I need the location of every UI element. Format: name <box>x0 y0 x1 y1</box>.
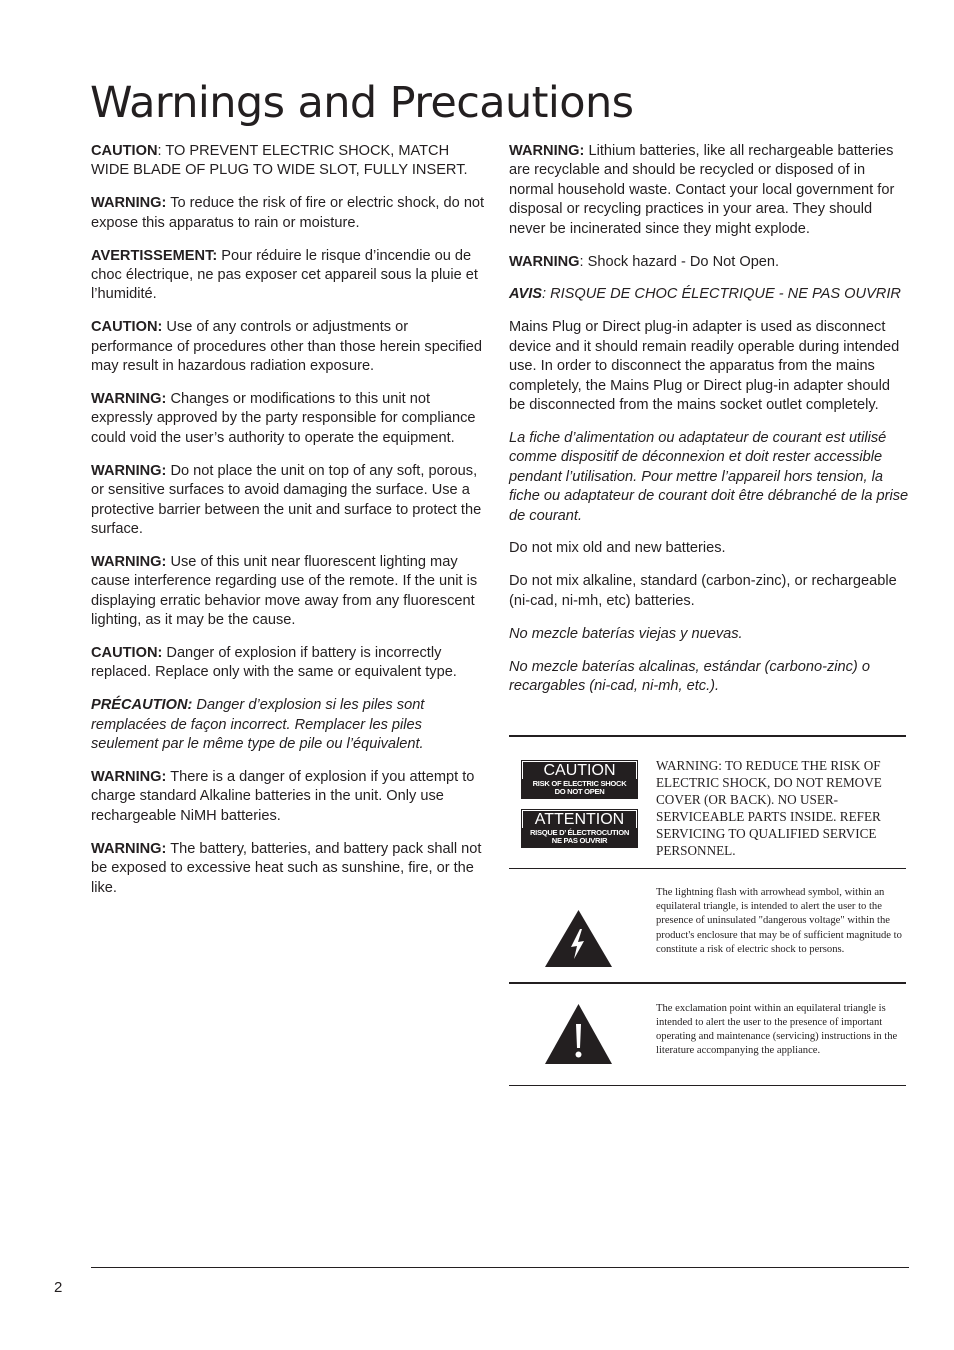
caution-label <box>521 760 638 799</box>
caution-sub-line-1: RISK OF ELECTRIC SHOCK <box>532 778 627 788</box>
right-column <box>509 142 909 710</box>
attention-sub-line-1: RISQUE D’ ÉLECTROCUTION <box>530 827 629 837</box>
paragraph-text: Danger d’explosion si les piles sont remplacées de façon incorrect. Remplacer les piles seulement par le même type de pile ou l’équivalent. <box>91 697 425 753</box>
paragraph-text: Use of this unit near fluorescent lighting may cause interference regarding use of the remote. If the unit is displaying erratic behavior move away from any fluorescent lighting, as it may be the cause. <box>91 553 478 629</box>
page-number: 2 <box>54 1279 63 1296</box>
paragraph-label: WARNING: <box>509 143 585 159</box>
paragraph-label: WARNING: <box>91 769 167 786</box>
caution-label-title: CAUTION <box>522 761 637 779</box>
paragraph-label: AVERTISSEMENT: <box>91 247 218 264</box>
paragraph-label: AVIS <box>509 286 542 303</box>
plug-caution-paragraph <box>91 142 491 181</box>
left-column <box>91 142 491 912</box>
precaution-paragraph <box>91 696 491 754</box>
paragraph-label: CAUTION <box>91 143 158 159</box>
radiation-caution-paragraph <box>91 318 491 376</box>
paragraph-text: Do not place the unit on top of any soft, porous, or sensitive surfaces to avoid damaging the surface. Use a protective barrier between the unit and surface to protect the surface. <box>91 462 482 537</box>
paragraph-text: Use of any controls or adjustments or performance of procedures other than those herein specified may result in hazardous radiation exposure. <box>91 319 483 375</box>
paragraph-label: CAUTION: <box>91 645 163 662</box>
paragraph-text: Danger of explosion if battery is incorrectly replaced. Replace only with the same or equivalent type. <box>91 645 457 681</box>
avis-paragraph <box>509 285 909 304</box>
page-title: Warnings and Precautions <box>90 78 634 128</box>
attention-label <box>521 809 638 848</box>
paragraph-text: Pour réduire le risque d’incendie ou de choc électrique, ne pas exposer cet appareil sous la pluie et l’humidité. <box>91 247 478 303</box>
paragraph-text: The battery, batteries, and battery pack shall not be exposed to excessive heat such as sunshine, fire, or the like. <box>91 840 482 896</box>
paragraph-text: : TO PREVENT ELECTRIC SHOCK, MATCH WIDE BLADE OF PLUG TO WIDE SLOT, FULLY INSERT. <box>91 143 468 179</box>
mix-batteries-paragraph: Do not mix old and new batteries. <box>509 540 726 557</box>
lithium-warning-paragraph <box>509 142 909 239</box>
lightning-symbol-row <box>509 869 906 982</box>
paragraph-label: WARNING: <box>91 553 167 570</box>
paragraph-text: Lithium batteries, like all rechargeable batteries are recyclable and should be recycled or disposed of in normal household waste. Contact your local government for disposal or recycling practices in your area. They should never be incinerated since they might explode. <box>509 143 895 237</box>
mix-types-paragraph: Do not mix alkaline, standard (carbon-zinc), or rechargeable (ni-cad, ni-mh, etc) batteries. <box>509 573 897 609</box>
paragraph-text: There is a danger of explosion if you attempt to charge standard Alkaline batteries in the unit. Only use rechargeable NiMH batteries. <box>91 769 475 824</box>
alkaline-warning-paragraph <box>91 768 491 826</box>
paragraph-text: Changes or modifications to this unit not expressly approved by the party responsible for compliance could void the user’s authority to operate the equipment. <box>91 391 476 446</box>
shock-hazard-paragraph <box>509 253 909 272</box>
mezcle-viejas-paragraph: No mezcle baterías viejas y nuevas. <box>509 625 743 642</box>
paragraph-label: WARNING: <box>91 391 167 408</box>
rain-warning-paragraph <box>91 194 491 233</box>
shock-warning-text: WARNING: TO REDUCE THE RISK OF ELECTRIC SHOCK, DO NOT REMOVE COVER (OR BACK). NO USER-SERVICEABLE PARTS INSIDE. REFER SERVICING TO QUALIFIED SERVICE PERSONNEL. <box>656 757 882 858</box>
caution-sub-line-2: DO NOT OPEN <box>554 787 605 796</box>
paragraph-label: WARNING: <box>91 840 167 857</box>
paragraph-label: WARNING: <box>91 195 167 212</box>
surface-warning-paragraph <box>91 462 491 540</box>
attention-label-title: ATTENTION <box>522 810 637 828</box>
attention-label-subtitle <box>521 828 638 848</box>
mains-plug-paragraph: Mains Plug or Direct plug-in adapter is used as disconnect device and it should remain readily operable during intended use. In order to disconnect the apparatus from the mains completely, the Mains Plug or Direct plug-in adapter should be disconnected from the mains socket outlet completely. <box>509 319 900 413</box>
table-rule <box>509 1085 906 1087</box>
exclamation-description: The exclamation point within an equilateral triangle is intended to alert the user to the presence of important operating and maintenance (servicing) instructions in the literature accompanying the appliance. <box>656 1002 898 1057</box>
exclamation-symbol-row <box>509 984 906 1085</box>
mezcle-alcalinas-paragraph: No mezcle baterías alcalinas, estándar (carbono-zinc) o recargables (ni-cad, ni-mh, etc.). <box>509 658 870 694</box>
heat-warning-paragraph <box>91 840 491 898</box>
fluorescent-warning-paragraph <box>91 553 491 631</box>
modifications-warning-paragraph <box>91 390 491 448</box>
lightning-triangle-icon <box>545 910 612 967</box>
attention-sub-line-2: NE PAS OUVRIR <box>551 836 608 845</box>
caution-label-row <box>509 737 906 868</box>
paragraph-text: : RISQUE DE CHOC ÉLECTRIQUE - NE PAS OUVRIR <box>541 286 901 303</box>
paragraph-label: WARNING <box>509 253 580 270</box>
lightning-description: The lightning flash with arrowhead symbol, within an equilateral triangle, is intended to alert the user to the presence of uninsulated "dangerous voltage" within the product's enclosure that may be of sufficient magnitude to constitute a risk of electric shock to persons. <box>656 887 902 955</box>
avertissement-paragraph <box>91 247 491 305</box>
paragraph-text: To reduce the risk of fire or electric shock, do not expose this apparatus to rain or moisture. <box>91 195 485 231</box>
paragraph-text: : Shock hazard - Do Not Open. <box>579 253 780 270</box>
battery-caution-paragraph <box>91 644 491 683</box>
caution-label-subtitle <box>521 779 638 799</box>
paragraph-label: CAUTION: <box>91 319 163 336</box>
safety-symbols-table <box>509 735 906 1086</box>
paragraph-label: WARNING: <box>91 462 167 479</box>
exclamation-triangle-icon <box>545 1004 612 1064</box>
fiche-alimentation-paragraph: La fiche d’alimentation ou adaptateur de courant est utilisé comme dispositif de déconnexion et doit rester accessible pendant l’utilisation. Pour mettre l’appareil hors tension, la fiche ou adaptateur de courant doit être débranché de la prise de courant. <box>509 429 909 524</box>
paragraph-label: PRÉCAUTION: <box>91 697 193 714</box>
footer-divider <box>91 1267 909 1268</box>
